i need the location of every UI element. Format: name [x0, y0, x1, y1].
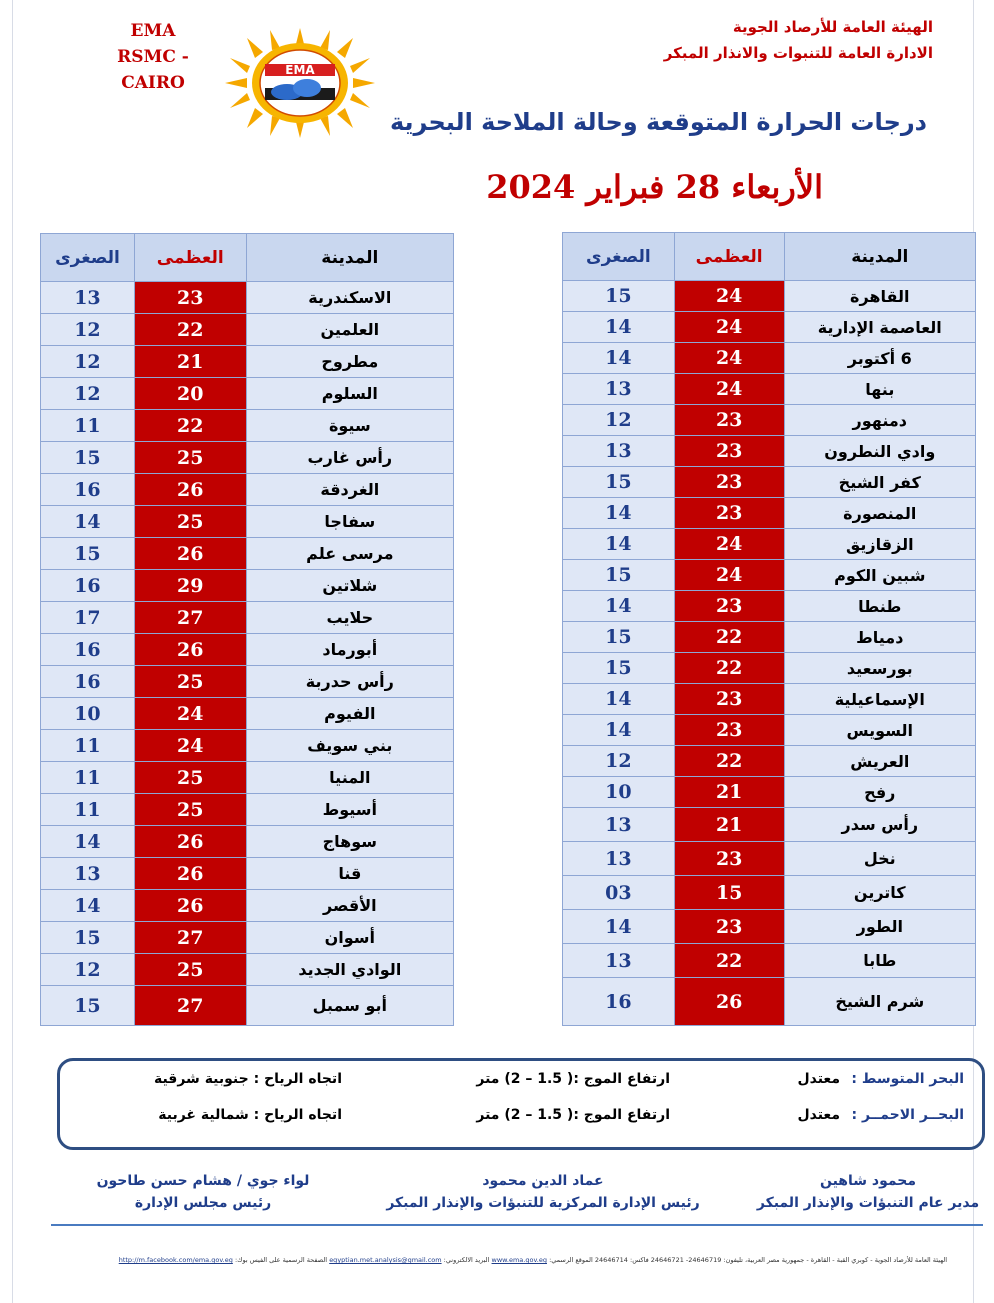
wind-direction: اتجاه الرياح : شمالية غربية	[158, 1107, 342, 1123]
city-cell: الغردقة	[246, 474, 453, 506]
min-temp-cell: 13	[563, 944, 675, 978]
city-cell: كفر الشيخ	[784, 467, 975, 498]
min-temp-cell: 13	[563, 374, 675, 405]
city-cell: رأس سدر	[784, 808, 975, 842]
max-temp-cell: 24	[134, 730, 246, 762]
city-cell: شرم الشيخ	[784, 978, 975, 1026]
min-temp-cell: 13	[563, 436, 675, 467]
city-cell: الإسماعيلية	[784, 684, 975, 715]
min-temp-cell: 11	[41, 410, 135, 442]
city-cell: مطروح	[246, 346, 453, 378]
min-temp-cell: 14	[41, 826, 135, 858]
website-link[interactable]: www.ema.gov.eg	[491, 1256, 547, 1264]
facebook-link[interactable]: http://m.facebook.com/ema.gov.eg	[118, 1256, 233, 1264]
footer-contact	[77, 1256, 947, 1264]
table-row	[41, 378, 454, 410]
max-temp-cell: 24	[134, 698, 246, 730]
sea-state: معتدل	[797, 1071, 840, 1087]
min-temp-cell: 11	[41, 730, 135, 762]
max-temp-cell: 20	[134, 378, 246, 410]
column-city: المدينة	[246, 234, 453, 282]
column-max: العظمى	[674, 233, 784, 281]
city-cell: شبين الكوم	[784, 560, 975, 591]
table-row	[563, 436, 976, 467]
signatures	[53, 1170, 983, 1224]
table-row	[41, 954, 454, 986]
max-temp-cell: 29	[134, 570, 246, 602]
column-city: المدينة	[784, 233, 975, 281]
bulletin-page	[12, 0, 980, 1303]
signature-chairman	[83, 1170, 323, 1214]
max-temp-cell: 22	[134, 410, 246, 442]
sea-name: البحر المتوسط :	[851, 1071, 964, 1087]
city-cell: رفح	[784, 777, 975, 808]
column-min: الصغرى	[41, 234, 135, 282]
max-temp-cell: 26	[134, 826, 246, 858]
sea-row-red-sea	[60, 1107, 982, 1131]
table-row	[563, 374, 976, 405]
max-temp-cell: 24	[674, 560, 784, 591]
max-temp-cell: 22	[674, 746, 784, 777]
max-temp-cell: 24	[674, 281, 784, 312]
min-temp-cell: 12	[41, 954, 135, 986]
temperature-table-left	[40, 233, 454, 1026]
city-cell: طابا	[784, 944, 975, 978]
footer-divider	[51, 1224, 983, 1226]
min-temp-cell: 16	[41, 634, 135, 666]
table-row	[41, 634, 454, 666]
min-temp-cell: 11	[41, 762, 135, 794]
city-cell: بنها	[784, 374, 975, 405]
min-temp-cell: 13	[41, 282, 135, 314]
max-temp-cell: 21	[134, 346, 246, 378]
city-cell: العريش	[784, 746, 975, 777]
sea-name: البحــر الاحمــر :	[851, 1107, 964, 1123]
wave-height: ارتفاع الموج :( 1.5 – 2) متر	[476, 1071, 670, 1087]
city-cell: بورسعيد	[784, 653, 975, 684]
max-temp-cell: 26	[674, 978, 784, 1026]
city-cell: القاهرة	[784, 281, 975, 312]
min-temp-cell: 16	[41, 666, 135, 698]
ema-label: EMA	[130, 21, 176, 41]
table-row	[563, 622, 976, 653]
sea-row-mediterranean	[60, 1071, 982, 1095]
city-cell: رأس حدربة	[246, 666, 453, 698]
table-row	[41, 282, 454, 314]
city-cell: سوهاج	[246, 826, 453, 858]
min-temp-cell: 03	[563, 876, 675, 910]
city-cell: شلاتين	[246, 570, 453, 602]
signature-central-director	[383, 1170, 703, 1214]
signature-name: لواء جوي / هشام حسن طاحون	[96, 1173, 310, 1189]
facebook-label: الصفحة الرسمية على الفيس بوك:	[234, 1256, 328, 1264]
min-temp-cell: 15	[563, 281, 675, 312]
max-temp-cell: 25	[134, 954, 246, 986]
table-row	[563, 591, 976, 622]
city-cell: وادي النطرون	[784, 436, 975, 467]
wave-height: ارتفاع الموج :( 1.5 – 2) متر	[476, 1107, 670, 1123]
table-row	[41, 602, 454, 634]
table-row	[563, 560, 976, 591]
table-row	[41, 506, 454, 538]
max-temp-cell: 23	[134, 282, 246, 314]
min-temp-cell: 15	[563, 622, 675, 653]
table-row	[41, 922, 454, 954]
max-temp-cell: 26	[134, 538, 246, 570]
max-temp-cell: 15	[674, 876, 784, 910]
max-temp-cell: 22	[674, 944, 784, 978]
max-temp-cell: 21	[674, 777, 784, 808]
min-temp-cell: 14	[563, 312, 675, 343]
city-cell: رأس غارب	[246, 442, 453, 474]
table-row	[563, 529, 976, 560]
table-row	[41, 410, 454, 442]
min-temp-cell: 10	[563, 777, 675, 808]
table-row	[563, 777, 976, 808]
table-row	[563, 910, 976, 944]
min-temp-cell: 13	[563, 808, 675, 842]
signature-name: عماد الدين محمود	[482, 1173, 604, 1189]
min-temp-cell: 12	[41, 314, 135, 346]
min-temp-cell: 12	[41, 346, 135, 378]
page-title: درجات الحرارة المتوقعة وحالة الملاحة البحرية	[389, 108, 927, 136]
max-temp-cell: 25	[134, 666, 246, 698]
table-row	[41, 666, 454, 698]
city-cell: كاترين	[784, 876, 975, 910]
min-temp-cell: 14	[563, 498, 675, 529]
max-temp-cell: 27	[134, 602, 246, 634]
min-temp-cell: 14	[563, 529, 675, 560]
email-label: البريد الالكتروني:	[443, 1256, 490, 1264]
table-row	[563, 405, 976, 436]
email-link[interactable]: egyptian.met.analysis@gmail.com	[329, 1256, 442, 1264]
max-temp-cell: 23	[674, 715, 784, 746]
city-cell: أسيوط	[246, 794, 453, 826]
max-temp-cell: 24	[674, 374, 784, 405]
organization-name	[664, 14, 933, 66]
max-temp-cell: 26	[134, 634, 246, 666]
org-line2: الادارة العامة للتنبوات والانذار المبكر	[663, 44, 933, 62]
max-temp-cell: 25	[134, 794, 246, 826]
max-temp-cell: 23	[674, 436, 784, 467]
city-cell: مرسى علم	[246, 538, 453, 570]
table-row	[563, 842, 976, 876]
max-temp-cell: 22	[134, 314, 246, 346]
max-temp-cell: 22	[674, 622, 784, 653]
max-temp-cell: 26	[134, 890, 246, 922]
table-row	[563, 944, 976, 978]
min-temp-cell: 16	[41, 570, 135, 602]
city-cell: قنا	[246, 858, 453, 890]
max-temp-cell: 23	[674, 842, 784, 876]
city-cell: بني سويف	[246, 730, 453, 762]
table-row	[563, 343, 976, 374]
city-cell: السويس	[784, 715, 975, 746]
table-row	[41, 346, 454, 378]
min-temp-cell: 14	[563, 715, 675, 746]
min-temp-cell: 15	[41, 922, 135, 954]
sea-state: معتدل	[797, 1107, 840, 1123]
city-cell: طنطا	[784, 591, 975, 622]
table-row	[41, 730, 454, 762]
signature-title: مدير عام التنبؤات والإنذار المبكر	[756, 1195, 980, 1211]
table-row	[41, 474, 454, 506]
table-row	[563, 653, 976, 684]
min-temp-cell: 15	[41, 986, 135, 1026]
signature-name: محمود شاهين	[819, 1173, 917, 1189]
signature-title: رئيس الإدارة المركزية للتنبؤات والإنذار المبكر	[386, 1195, 700, 1211]
table-row	[41, 762, 454, 794]
city-cell: أبورماد	[246, 634, 453, 666]
table-row	[563, 467, 976, 498]
max-temp-cell: 25	[134, 442, 246, 474]
min-temp-cell: 14	[563, 684, 675, 715]
max-temp-cell: 24	[674, 343, 784, 374]
table-row	[563, 746, 976, 777]
max-temp-cell: 24	[674, 529, 784, 560]
table-row	[563, 312, 976, 343]
max-temp-cell: 21	[674, 808, 784, 842]
min-temp-cell: 15	[41, 538, 135, 570]
min-temp-cell: 14	[563, 343, 675, 374]
min-temp-cell: 12	[563, 746, 675, 777]
bulletin-date: الأربعاء 28 فبراير 2024	[486, 168, 823, 206]
min-temp-cell: 12	[563, 405, 675, 436]
min-temp-cell: 13	[41, 858, 135, 890]
city-cell: العلمين	[246, 314, 453, 346]
max-temp-cell: 23	[674, 498, 784, 529]
table-row	[41, 698, 454, 730]
table-row	[41, 890, 454, 922]
max-temp-cell: 26	[134, 858, 246, 890]
column-max: العظمى	[134, 234, 246, 282]
city-cell: المنيا	[246, 762, 453, 794]
signature-title: رئيس مجلس الإدارة	[134, 1195, 272, 1211]
table-row	[41, 538, 454, 570]
min-temp-cell: 15	[563, 467, 675, 498]
city-cell: العاصمة الإدارية	[784, 312, 975, 343]
sea-conditions-box	[57, 1058, 985, 1150]
min-temp-cell: 16	[41, 474, 135, 506]
table-row	[41, 314, 454, 346]
city-cell: أبو سمبل	[246, 986, 453, 1026]
footer-address: الهيئة العامة للأرصاد الجوية - كوبري القبة - القاهرة - جمهورية مصر العربية، تليفون: 24646719- 24646721 فاكس: 24646714 الموقع الرسمي:	[549, 1256, 947, 1264]
table-row	[563, 808, 976, 842]
wind-direction: اتجاه الرياح : جنوبية شرقية	[153, 1071, 342, 1087]
table-row	[563, 684, 976, 715]
max-temp-cell: 27	[134, 922, 246, 954]
table-row	[41, 794, 454, 826]
min-temp-cell: 12	[41, 378, 135, 410]
max-temp-cell: 25	[134, 762, 246, 794]
min-temp-cell: 11	[41, 794, 135, 826]
max-temp-cell: 25	[134, 506, 246, 538]
min-temp-cell: 14	[41, 506, 135, 538]
max-temp-cell: 23	[674, 405, 784, 436]
table-row	[41, 986, 454, 1026]
min-temp-cell: 14	[563, 910, 675, 944]
min-temp-cell: 15	[563, 560, 675, 591]
city-cell: دمنهور	[784, 405, 975, 436]
svg-text:EMA: EMA	[285, 63, 315, 77]
table-row	[563, 876, 976, 910]
table-row	[563, 715, 976, 746]
city-cell: الأقصر	[246, 890, 453, 922]
city-cell: دمياط	[784, 622, 975, 653]
rsmc-label: RSMC - CAIRO	[117, 47, 189, 93]
max-temp-cell: 23	[674, 910, 784, 944]
max-temp-cell: 22	[674, 653, 784, 684]
min-temp-cell: 14	[563, 591, 675, 622]
min-temp-cell: 16	[563, 978, 675, 1026]
max-temp-cell: 26	[134, 474, 246, 506]
max-temp-cell: 23	[674, 684, 784, 715]
ema-logo	[225, 28, 375, 138]
city-cell: سفاجا	[246, 506, 453, 538]
min-temp-cell: 15	[41, 442, 135, 474]
min-temp-cell: 15	[563, 653, 675, 684]
table-header-row	[41, 234, 454, 282]
city-cell: السلوم	[246, 378, 453, 410]
max-temp-cell: 23	[674, 467, 784, 498]
table-row	[41, 570, 454, 602]
city-cell: الوادي الجديد	[246, 954, 453, 986]
city-cell: الاسكندرية	[246, 282, 453, 314]
city-cell: 6 أكتوبر	[784, 343, 975, 374]
temperature-table-right	[562, 232, 976, 1026]
column-min: الصغرى	[563, 233, 675, 281]
max-temp-cell: 23	[674, 591, 784, 622]
min-temp-cell: 10	[41, 698, 135, 730]
city-cell: حلايب	[246, 602, 453, 634]
city-cell: الطور	[784, 910, 975, 944]
min-temp-cell: 17	[41, 602, 135, 634]
min-temp-cell: 14	[41, 890, 135, 922]
max-temp-cell: 27	[134, 986, 246, 1026]
ema-header	[83, 18, 223, 96]
city-cell: سيوة	[246, 410, 453, 442]
city-cell: المنصورة	[784, 498, 975, 529]
table-row	[563, 498, 976, 529]
min-temp-cell: 13	[563, 842, 675, 876]
table-row	[41, 826, 454, 858]
city-cell: نخل	[784, 842, 975, 876]
table-row	[41, 858, 454, 890]
table-row	[41, 442, 454, 474]
city-cell: أسوان	[246, 922, 453, 954]
signature-forecast-director	[753, 1170, 983, 1214]
table-row	[563, 978, 976, 1026]
city-cell: الزقازيق	[784, 529, 975, 560]
org-line1: الهيئة العامة للأرصاد الجوية	[732, 18, 933, 36]
table-header-row	[563, 233, 976, 281]
table-row	[563, 281, 976, 312]
city-cell: الفيوم	[246, 698, 453, 730]
max-temp-cell: 24	[674, 312, 784, 343]
